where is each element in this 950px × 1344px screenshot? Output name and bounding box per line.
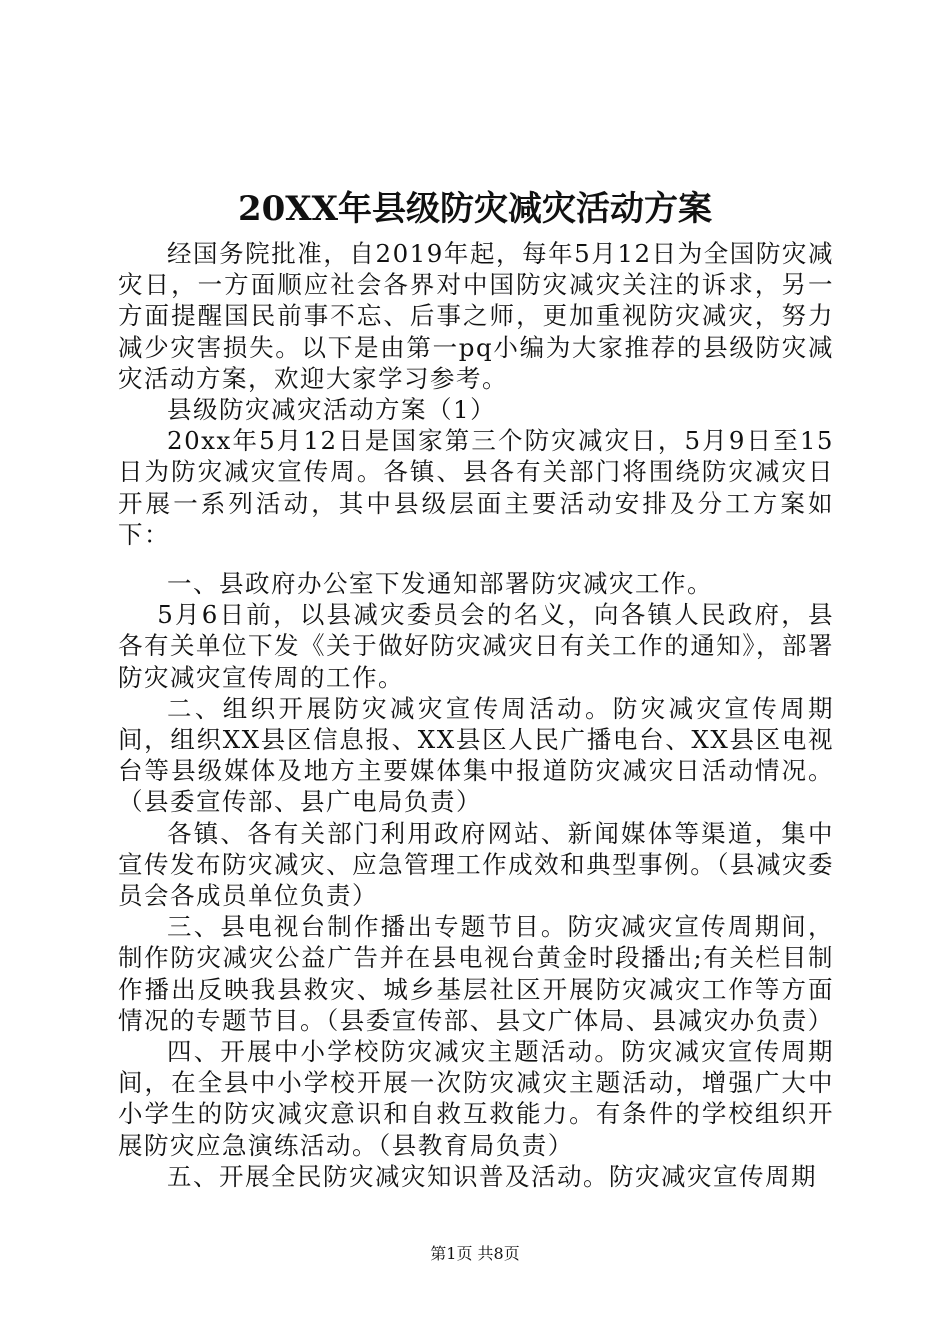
- item-two-paragraph: 二、组织开展防灾减灾宣传周活动。防灾减灾宣传周期间，组织XX县区信息报、XX县区人民广播电台、XX县区电视台等县级媒体及地方主要媒体集中报道防灾减灾日活动情况。（县委宣传部、县广电局负责）: [118, 693, 834, 817]
- item-three-paragraph: 三、县电视台制作播出专题节目。防灾减灾宣传周期间，制作防灾减灾公益广告并在县电视台黄金时段播出;有关栏目制作播出反映我县救灾、城乡基层社区开展防灾减灾工作等方面情况的专题节目。（县委宣传部、县文广体局、县减灾办负责）: [118, 912, 834, 1035]
- section-heading: 县级防灾减灾活动方案（1）: [167, 395, 497, 425]
- document-body: [118, 238, 834, 1192]
- overview-paragraph: 20xx年5月12日是国家第三个防灾减灾日，5月9日至15日为防灾减灾宣传周。各镇、县各有关部门将围绕防灾减灾日开展一系列活动，其中县级层面主要活动安排及分工方案如下：: [118, 426, 834, 549]
- intro-paragraph: 经国务院批准，自2019年起，每年5月12日为全国防灾减灾日，一方面顺应社会各界对中国防灾减灾关注的诉求，另一方面提醒国民前事不忘、后事之师，更加重视防灾减灾，努力减少灾害损失。以下是由第一pq小编为大家推荐的县级防灾减灾活动方案，欢迎大家学习参考。: [118, 239, 834, 393]
- item-five-paragraph: 五、开展全民防灾减灾知识普及活动。防灾减灾宣传周期: [167, 1161, 817, 1191]
- item-four-paragraph: 四、开展中小学校防灾减灾主题活动。防灾减灾宣传周期间，在全县中小学校开展一次防灾减灾主题活动，增强广大中小学生的防灾减灾意识和自救互救能力。有条件的学校组织开展防灾应急演练活动。（县教育局负责）: [118, 1037, 834, 1160]
- page-footer: 第1页 共8页: [430, 1244, 520, 1263]
- item-two-detail-paragraph: 各镇、各有关部门利用政府网站、新闻媒体等渠道，集中宣传发布防灾减灾、应急管理工作成效和典型事例。（县减灾委员会各成员单位负责）: [118, 818, 834, 911]
- item-one-paragraph: 5月6日前，以县减灾委员会的名义，向各镇人民政府，县各有关单位下发《关于做好防灾减灾日有关工作的通知》，部署防灾减灾宣传周的工作。: [118, 600, 834, 692]
- item-one-heading: 一、县政府办公室下发通知部署防灾减灾工作。: [167, 569, 713, 599]
- document-title: 20XX年县级防灾减灾活动方案: [237, 189, 713, 229]
